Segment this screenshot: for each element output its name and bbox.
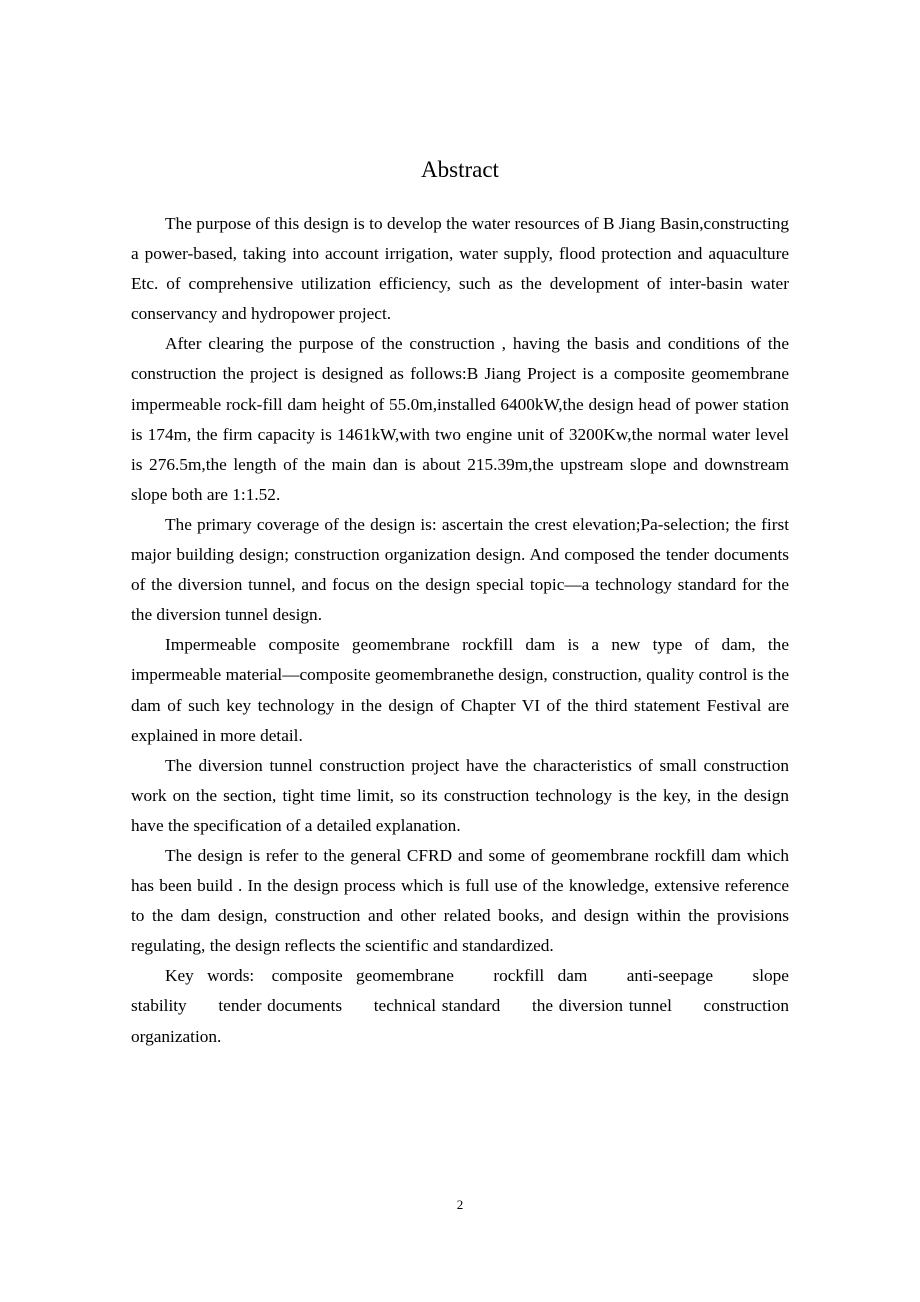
- abstract-paragraph: The primary coverage of the design is: ascertain the crest elevation;Pa-selection; the first major building design; construction organization design. And composed the tender documents of the diversion tunnel, and focus on the design special topic—a technology standard for the the diversion tunnel design.: [131, 514, 789, 625]
- keywords-label: Key words:: [165, 966, 255, 986]
- keyword-item: construction organization.: [131, 996, 789, 1046]
- abstract-paragraph: The diversion tunnel construction project have the characteristics of small construction work on the section, tight time limit, so its construction technology is the key, in the design have the specification of a detailed explanation.: [131, 755, 789, 835]
- keyword-item: the diversion tunnel: [531, 996, 672, 1016]
- abstract-body: [131, 209, 789, 1052]
- abstract-paragraph: After clearing the purpose of the construction , having the basis and conditions of the construction the project is designed as follows:B Jiang Project is a composite geomembrane impermeable rock-fill dam height of 55.0m,installed 6400kW,the design head of power station is 174m, the firm capacity is 1461kW,with two engine unit of 3200Kw,the normal water level is 276.5m,the length of the main dan is about 215.39m,the upstream slope and downstream slope both are 1:1.52.: [131, 334, 789, 504]
- keyword-item: anti-seepage: [626, 966, 714, 986]
- keyword-item: technical standard: [373, 996, 501, 1016]
- keywords-paragraph: [131, 961, 789, 1051]
- abstract-paragraph: Impermeable composite geomembrane rockfill dam is a new type of dam, the impermeable material—composite geomembranethe design, construction, quality control is the dam of such key technology in the design of Chapter VI of the third statement Festival are explained in more detail.: [131, 635, 789, 745]
- abstract-paragraph: The design is refer to the general CFRD and some of geomembrane rockfill dam which has been build . In the design process which is full use of the knowledge, extensive reference to the dam design, construction and other related books, and design within the provisions regulating, the design reflects the scientific and standardized.: [131, 845, 789, 956]
- abstract-paragraph: The purpose of this design is to develop the water resources of B Jiang Basin,constructing a power-based, taking into account irrigation, water supply, flood protection and aquaculture Etc. of comprehensive utilization efficiency, such as the development of inter-basin water conservancy and hydropower project.: [131, 214, 789, 324]
- abstract-title: Abstract: [421, 157, 499, 182]
- page-number: 2: [456, 1197, 464, 1212]
- keyword-item: slope stability: [131, 966, 789, 1016]
- keyword-item: tender documents: [218, 996, 343, 1016]
- keyword-item: rockfill dam: [493, 966, 588, 986]
- keyword-item: composite geomembrane: [271, 966, 454, 986]
